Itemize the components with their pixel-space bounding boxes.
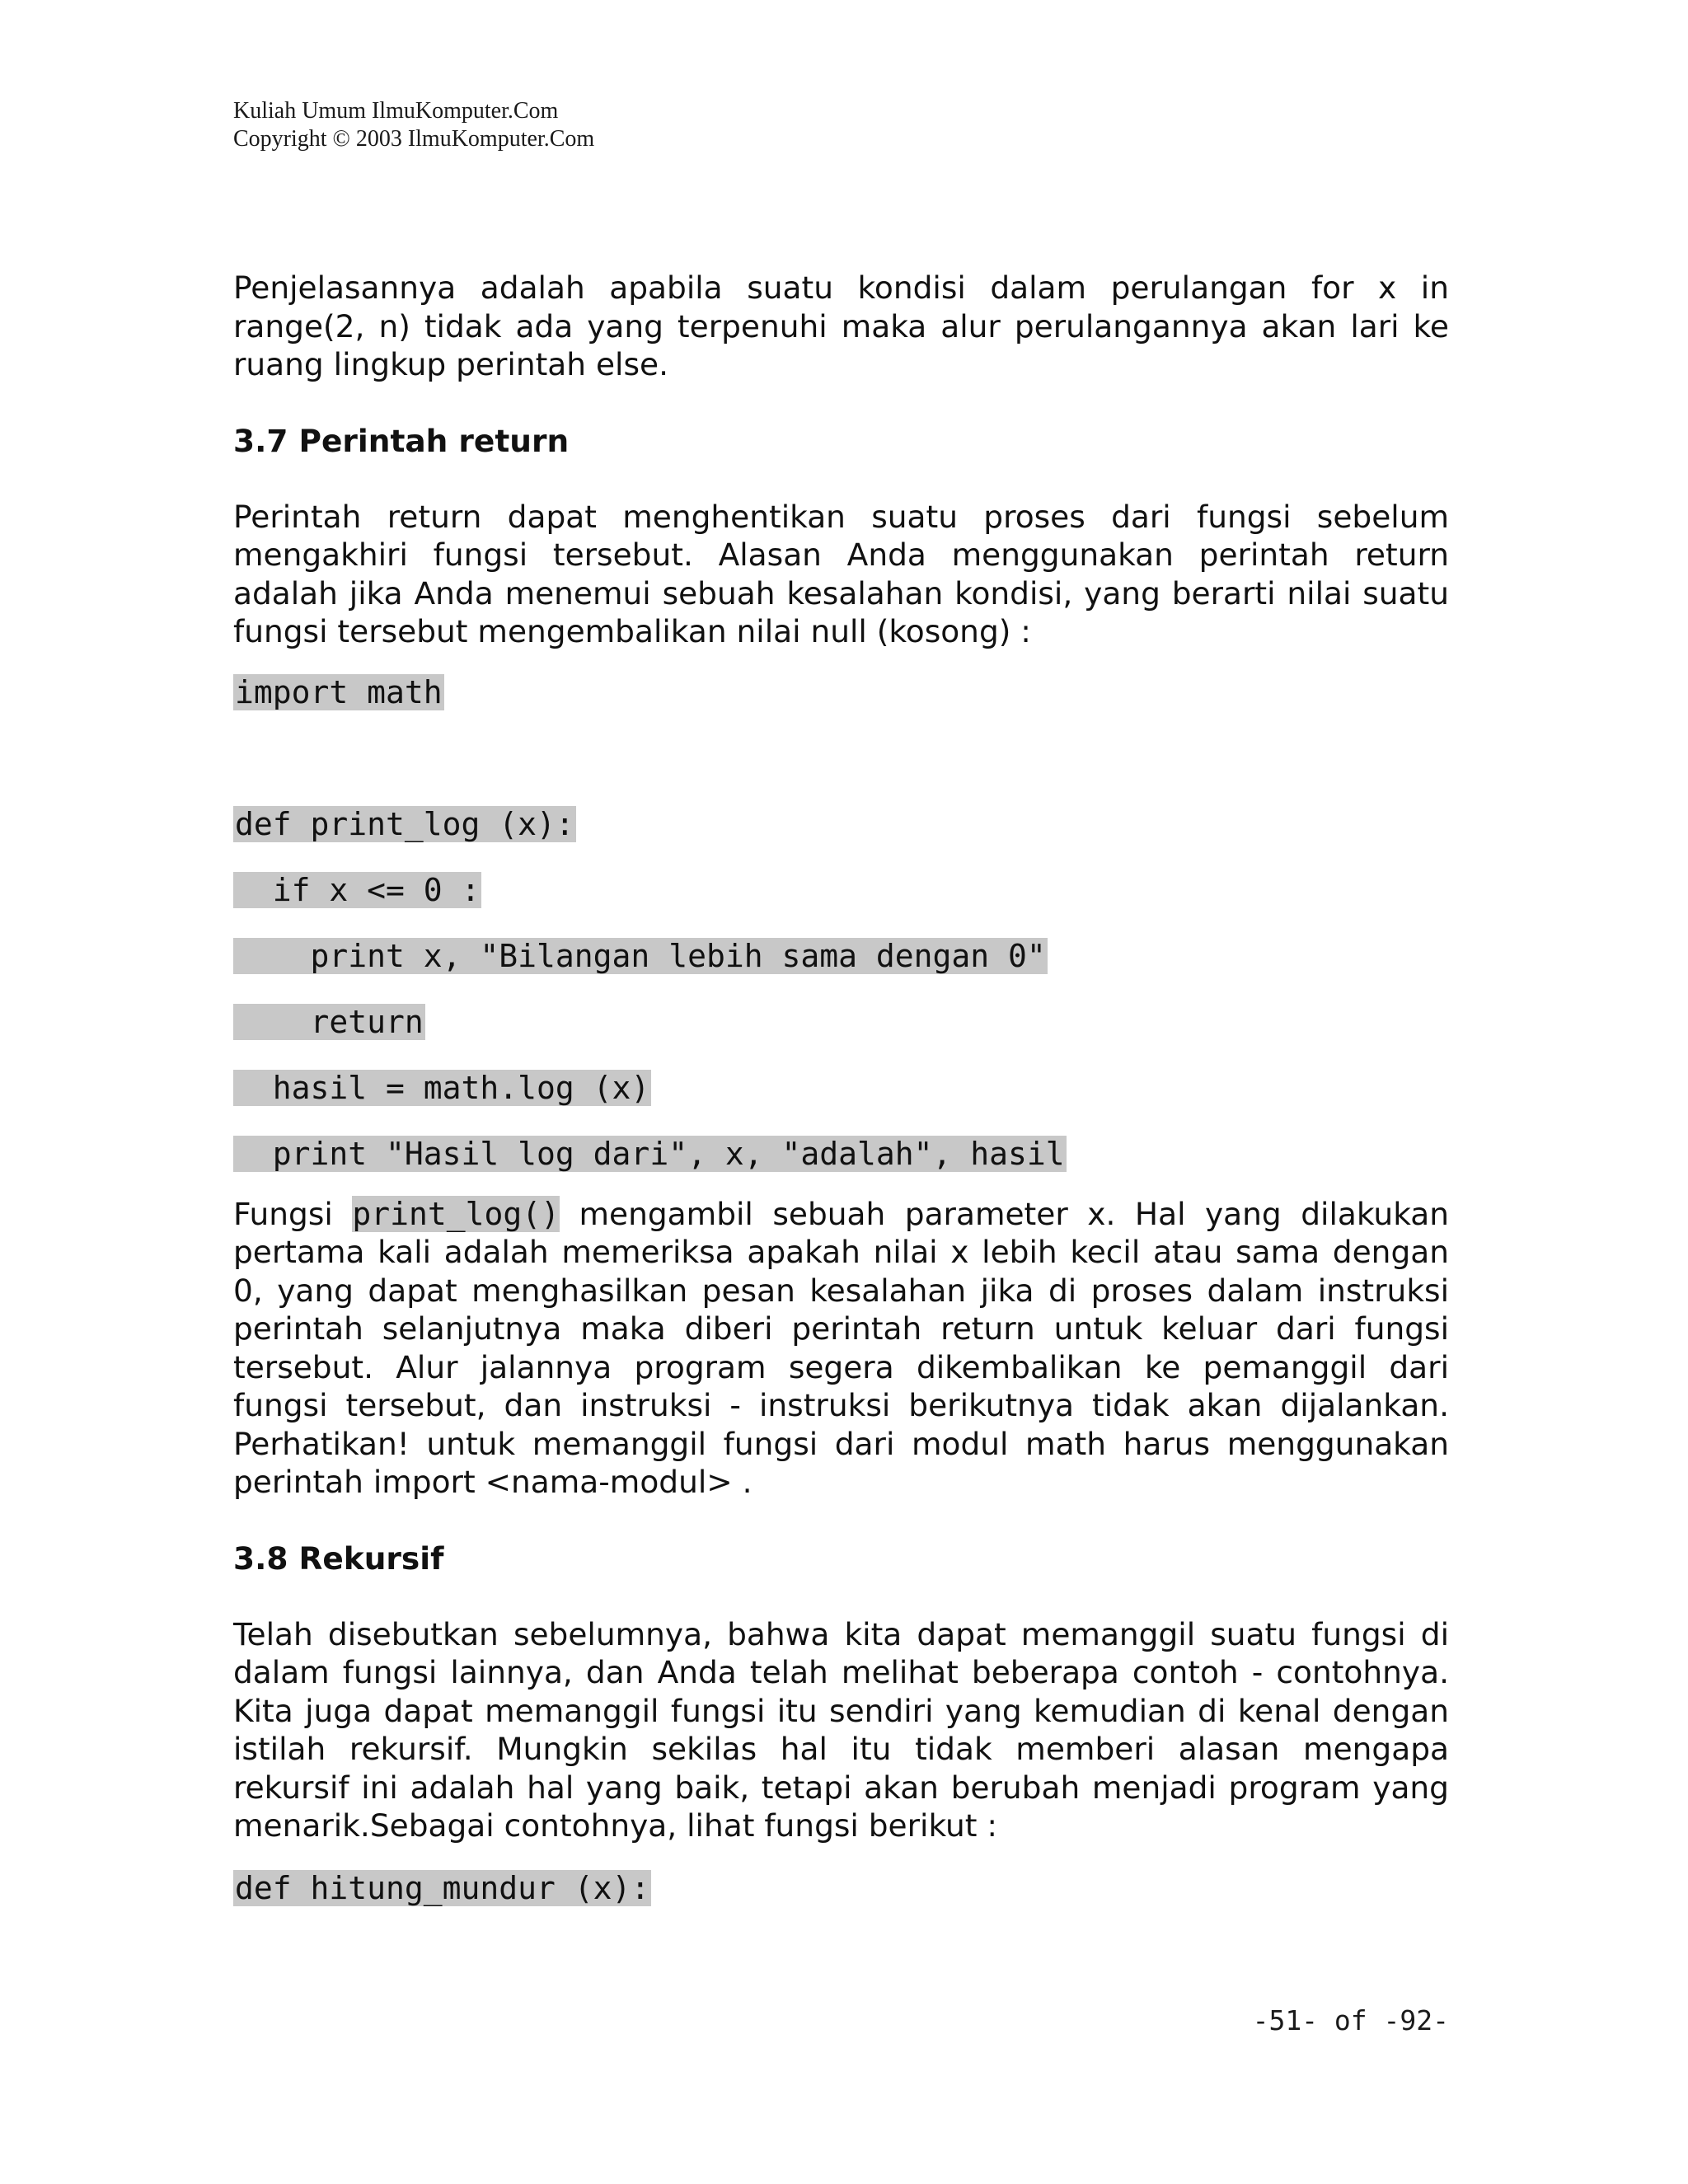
page-number: -51- of -92-	[1252, 2004, 1449, 2036]
code-line: def hitung_mundur (x):	[235, 1869, 650, 1906]
inline-code-print-log: print_log()	[352, 1195, 560, 1232]
code-line: print x, "Bilangan lebih sama dengan 0"	[235, 937, 1046, 974]
code-line: def print_log (x):	[235, 805, 574, 842]
header-course-title: Kuliah Umum IlmuKomputer.Com	[233, 98, 559, 124]
document-body	[233, 269, 1449, 1906]
code-line: print "Hasil log dari", x, "adalah", hasil	[235, 1135, 1065, 1172]
rekursif-description-paragraph: Telah disebutkan sebelumnya, bahwa kita dapat memanggil suatu fungsi di dalam fungsi lainnya, dan Anda telah melihat beberapa contoh - contohnya. Kita juga dapat memanggil fungsi itu sendiri yang kemudian di kenal dengan istilah rekursif. Mungkin sekilas hal itu tidak memberi alasan mengapa rekursif ini adalah hal yang baik, tetapi akan berubah menjadi program yang menarik.Sebagai contohnya, lihat fungsi berikut :	[233, 1615, 1449, 1844]
intro-paragraph: Penjelasannya adalah apabila suatu kondisi dalam perulangan for x in range(2, n) tidak ada yang terpenuhi maka alur perulangannya akan lari ke ruang lingkup perintah else.	[233, 269, 1449, 382]
page-header	[233, 97, 594, 153]
code-line: hasil = math.log (x)	[235, 1069, 650, 1106]
section-heading-rekursif: 3.8 Rekursif	[233, 1540, 444, 1577]
code-line: import math	[235, 673, 443, 710]
section-heading-return: 3.7 Perintah return	[233, 422, 570, 459]
code-line: if x <= 0 :	[235, 871, 481, 908]
print-log-explanation-paragraph: Fungsi print_log() mengambil sebuah parameter x. Hal yang dilakukan pertama kali adalah memeriksa apakah nilai x lebih kecil atau sama dengan 0, yang dapat menghasilkan pesan kesalahan jika di proses dalam instruksi perintah selanjutnya maka diberi perintah return untuk keluar dari fungsi tersebut. Alur jalannya program segera dikembalikan ke pemanggil dari fungsi tersebut, dan instruksi - instruksi berikutnya tidak akan dijalankan. Perhatikan! untuk memanggil fungsi dari modul math harus menggunakan perintah import <nama-modul> .	[233, 1195, 1449, 1500]
header-copyright: Copyright © 2003 IlmuKomputer.Com	[233, 126, 595, 152]
return-description-paragraph: Perintah return dapat menghentikan suatu proses dari fungsi sebelum mengakhiri fungsi tersebut. Alasan Anda menggunakan perintah return adalah jika Anda menemui sebuah kesalahan kondisi, yang berarti nilai suatu fungsi tersebut mengembalikan nilai null (kosong) :	[233, 498, 1449, 649]
code-line: return	[235, 1003, 424, 1040]
